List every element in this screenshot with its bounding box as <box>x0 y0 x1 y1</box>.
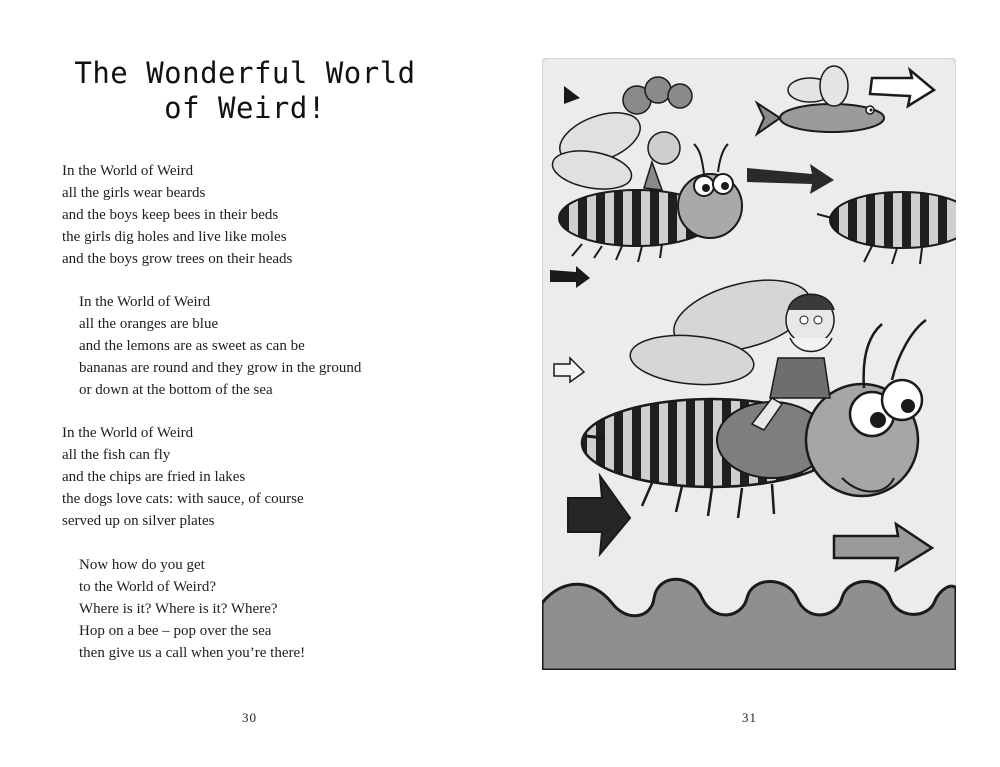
bee-illustration <box>542 58 956 670</box>
stanza-2 <box>79 291 361 401</box>
poem-line: bananas are round and they grow in the ground <box>79 360 362 376</box>
right-page <box>500 0 1000 767</box>
stanza-1 <box>62 160 292 270</box>
stanza-3 <box>62 422 304 532</box>
poem-line: Hop on a bee – pop over the sea <box>79 623 272 639</box>
poem-line: and the lemons are as sweet as can be <box>79 338 305 354</box>
stanza-4 <box>79 554 305 664</box>
poem-line: and the boys grow trees on their heads <box>62 251 293 267</box>
poem-line: all the oranges are blue <box>79 316 219 332</box>
page-number-right: 31 <box>742 710 757 725</box>
poem-title <box>60 56 430 126</box>
page-number-left: 30 <box>242 710 257 725</box>
poem-line: Where is it? Where is it? Where? <box>79 601 278 617</box>
poem-line: Now how do you get <box>79 557 205 573</box>
poem-line: the dogs love cats: with sauce, of course <box>62 491 304 507</box>
poem-line: In the World of Weird <box>79 294 211 310</box>
poem-line: and the boys keep bees in their beds <box>62 207 279 223</box>
title-line-2: of Weird! <box>164 91 326 125</box>
poem-line: all the fish can fly <box>62 447 171 463</box>
poem-line: In the World of Weird <box>62 425 194 441</box>
poem-line: served up on silver plates <box>62 513 215 529</box>
title-line-1: The Wonderful World <box>74 56 416 90</box>
poem-line: then give us a call when you’re there! <box>79 645 306 661</box>
poem-line: the girls dig holes and live like moles <box>62 229 287 245</box>
poem-line: or down at the bottom of the sea <box>79 382 273 398</box>
poem-line: to the World of Weird? <box>79 579 216 595</box>
poem-line: all the girls wear beards <box>62 185 206 201</box>
poem-line: and the chips are fried in lakes <box>62 469 246 485</box>
poem-line: In the World of Weird <box>62 163 194 179</box>
